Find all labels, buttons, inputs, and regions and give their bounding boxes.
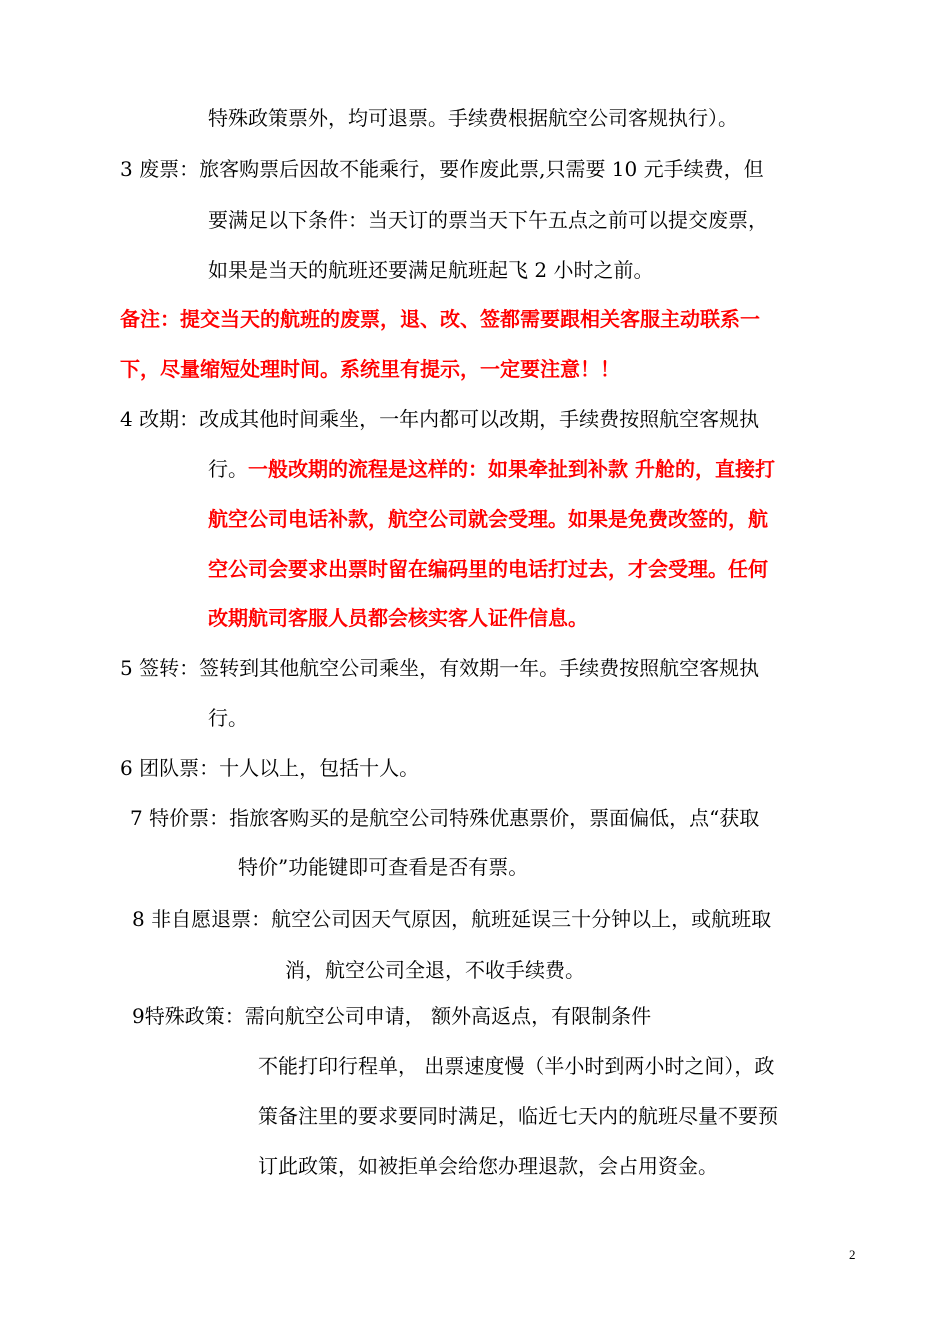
text-line-2: 3 废票：旅客购票后因故不能乘行，要作废此票,只需要 10 元手续费，但: [120, 157, 764, 181]
text-line-17: 8 非自愿退票：航空公司因天气原因，航班延误三十分钟以上，或航班取: [132, 907, 772, 931]
text-line-14: 6 团队票：十人以上，包括十人。: [120, 756, 420, 780]
text-line-9: 航空公司电话补款，航空公司就会受理。如果是免费改签的，航: [208, 507, 768, 531]
text-line-8-black: 行。: [208, 457, 248, 481]
text-line-18: 消，航空公司全退，不收手续费。: [285, 958, 585, 982]
note-line-1: 备注：提交当天的航班的废票，退、改、签都需要跟相关客服主动联系一: [120, 307, 760, 331]
text-line-15: 7 特价票：指旅客购买的是航空公司特殊优惠票价，票面偏低，点“获取: [130, 806, 760, 830]
text-line-7: 4 改期：改成其他时间乘坐，一年内都可以改期，手续费按照航空客规执: [120, 407, 760, 431]
text-line-11: 改期航司客服人员都会核实客人证件信息。: [208, 606, 588, 630]
text-line-10: 空公司会要求出票时留在编码里的电话打过去，才会受理。任何: [208, 557, 768, 581]
text-line-16: 特价”功能键即可查看是否有票。: [238, 855, 529, 879]
text-line-19: 9特殊政策：需向航空公司申请， 额外高返点，有限制条件: [132, 1004, 652, 1028]
text-line-13: 行。: [208, 706, 248, 730]
text-line-21: 策备注里的要求要同时满足，临近七天内的航班尽量不要预: [258, 1104, 778, 1128]
text-line-8: [208, 455, 775, 483]
text-line-20: 不能打印行程单， 出票速度慢（半小时到两小时之间），政: [258, 1054, 775, 1078]
text-line-4: 如果是当天的航班还要满足航班起飞 2 小时之前。: [208, 258, 654, 282]
text-line-12: 5 签转：签转到其他航空公司乘坐，有效期一年。手续费按照航空客规执: [120, 656, 760, 680]
text-line-3: 要满足以下条件：当天订的票当天下午五点之前可以提交废票，: [208, 208, 768, 232]
page-number: 2: [849, 1247, 856, 1262]
text-line-8-red: 一般改期的流程是这样的：如果牵扯到补款 升舱的，直接打: [248, 457, 775, 481]
text-line-22: 订此政策，如被拒单会给您办理退款，会占用资金。: [258, 1154, 718, 1178]
text-line-1: 特殊政策票外，均可退票。手续费根据航空公司客规执行）。: [208, 106, 738, 130]
note-line-2: 下，尽量缩短处理时间。系统里有提示，一定要注意！！: [120, 357, 620, 381]
